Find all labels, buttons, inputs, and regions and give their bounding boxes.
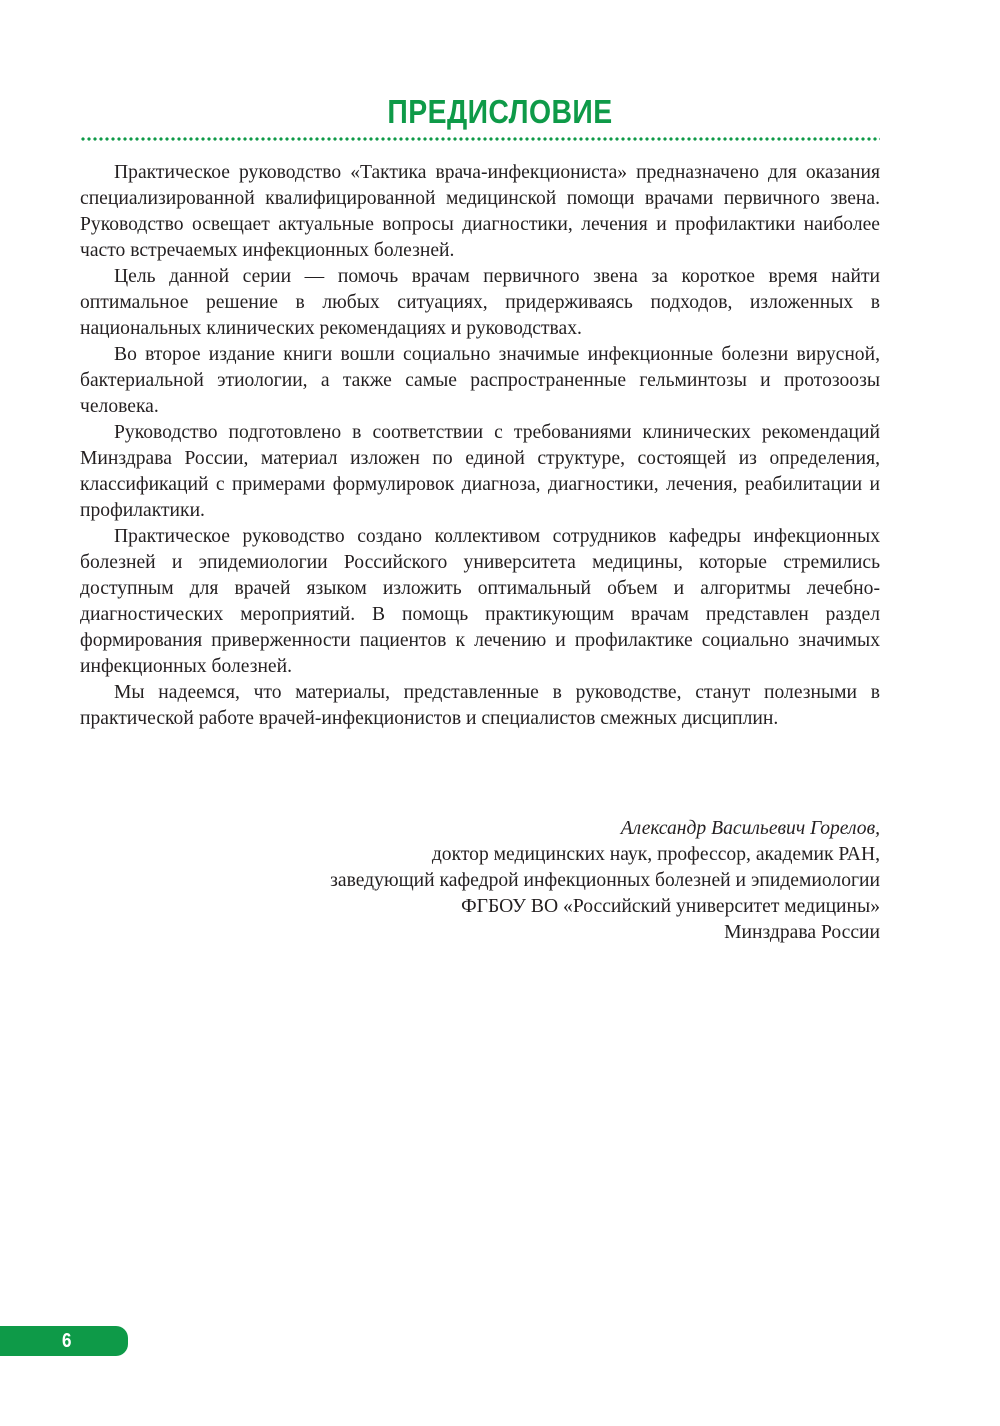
page-number: 6 bbox=[62, 1330, 72, 1352]
paragraph: Мы надеемся, что материалы, представленные в руководстве, станут полезными в практической работе врачей-инфекционистов и специалистов смежных дисциплин. bbox=[80, 682, 880, 729]
author-position: заведующий кафедрой инфекционных болезней и эпидемиологии bbox=[330, 870, 880, 891]
author-ministry: Минздрава России bbox=[724, 922, 880, 943]
title-dotted-divider bbox=[80, 137, 880, 141]
author-signature bbox=[80, 816, 880, 946]
author-name: Александр Васильевич Горелов, bbox=[620, 818, 880, 839]
page-title: ПРЕДИСЛОВИЕ bbox=[387, 93, 613, 130]
paragraph: Руководство подготовлено в соответствии с требованиями клинических рекомендаций Минздрава России, материал изложен по единой структуре, состоящей из определения, классификаций с примерами формулировок диагноза, диагностики, лечения, реабилитации и профилактики. bbox=[80, 422, 880, 521]
page-number-tab bbox=[0, 1326, 128, 1356]
paragraph: Цель данной серии — помочь врачам первичного звена за короткое время найти оптимальное решение в любых ситуациях, придерживаясь подходов, изложенных в национальных клинических рекомендациях и руководствах. bbox=[80, 266, 880, 339]
paragraph: Во второе издание книги вошли социально значимые инфекционные болезни вирусной, бактериальной этиологии, а также самые распространенные гельминтозы и протозоозы человека. bbox=[80, 344, 880, 417]
preface-body bbox=[80, 160, 880, 732]
author-degree: доктор медицинских наук, профессор, академик РАН, bbox=[431, 844, 880, 865]
paragraph: Практическое руководство «Тактика врача-инфекциониста» предназначено для оказания специализированной квалифицированной медицинской помощи врачами первичного звена. Руководство освещает актуальные вопросы диагностики, лечения и профилактики наиболее часто встречаемых инфекционных болезней. bbox=[80, 162, 880, 261]
paragraph: Практическое руководство создано коллективом сотрудников кафедры инфекционных болезней и эпидемиологии Российского университета медицины, которые стремились доступным для врачей языком изложить оптимальный объем и алгоритмы лечебно-диагностических мероприятий. В помощь практикующим врачам представлен раздел формирования приверженности пациентов к лечению и профилактике социально значимых инфекционных болезней. bbox=[80, 526, 880, 677]
author-institution: ФГБОУ ВО «Российский университет медицины» bbox=[461, 896, 880, 917]
